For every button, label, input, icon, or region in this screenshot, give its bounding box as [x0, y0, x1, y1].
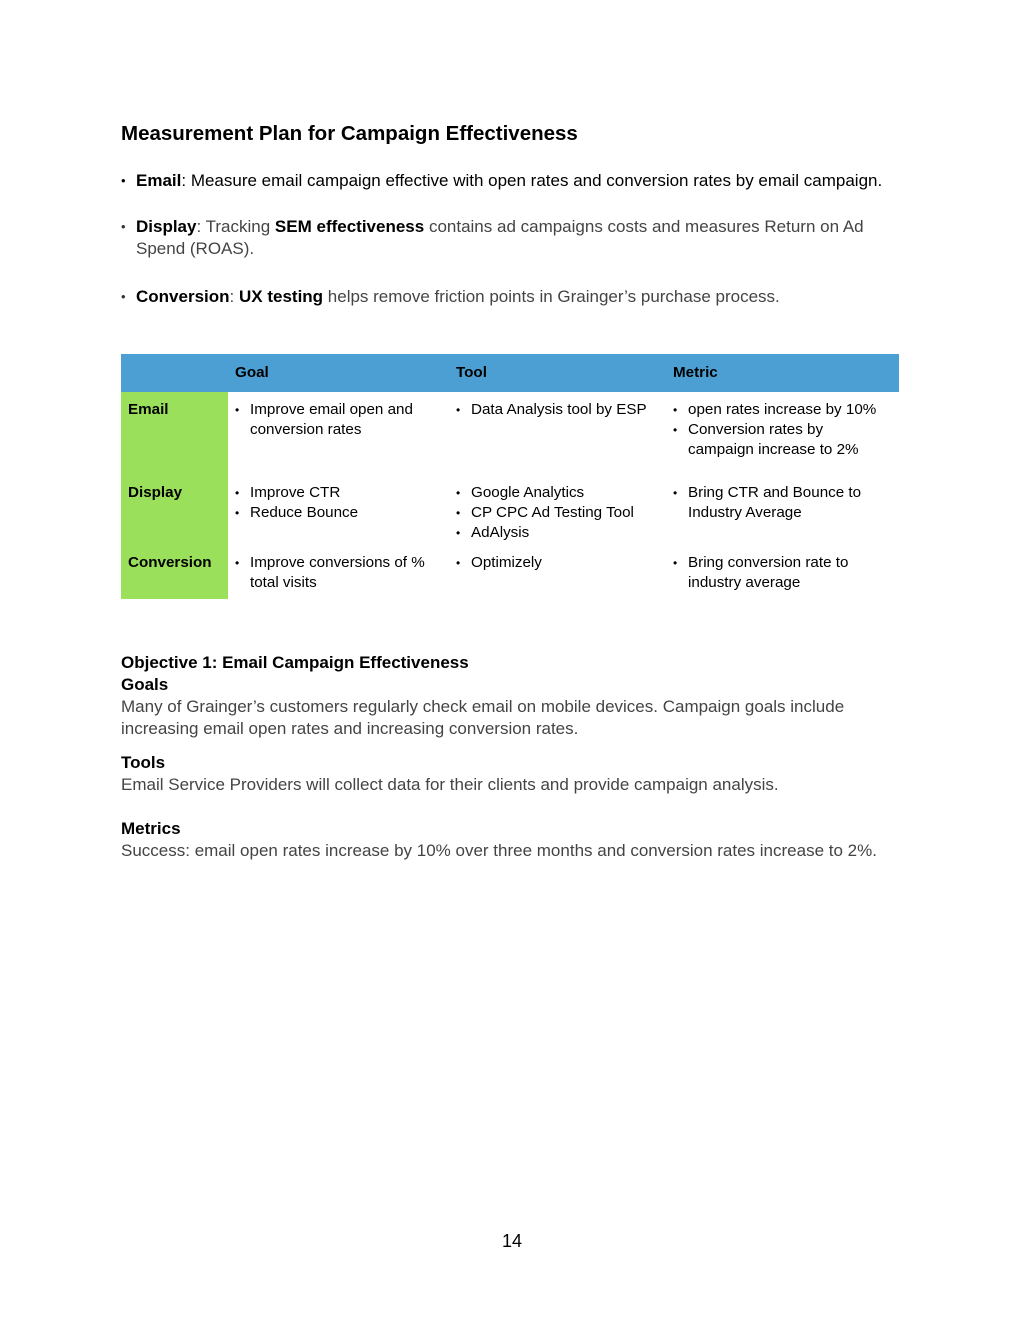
cell-tool — [449, 392, 666, 477]
table-row — [121, 477, 899, 547]
tools-heading: Tools — [121, 753, 166, 772]
bullet-conversion-label: Conversion — [136, 286, 230, 306]
list-item: • Improve conversions of % total visits — [235, 553, 443, 593]
table-row — [121, 392, 899, 477]
list-item: • AdAlysis — [456, 523, 660, 543]
list-item: • Improve email open and conversion rates — [235, 400, 443, 440]
cell-goal — [228, 392, 449, 477]
goals-section — [121, 674, 906, 740]
bullet-display-label: Display — [136, 216, 197, 236]
cell-metric — [666, 547, 899, 599]
cell-metric — [666, 392, 899, 477]
header-goal: Goal — [228, 354, 449, 392]
measurement-plan-table — [121, 354, 899, 599]
cell-goal — [228, 477, 449, 547]
list-item: • open rates increase by 10% — [673, 400, 893, 420]
bullet-email-label: Email — [136, 171, 182, 190]
header-metric: Metric — [666, 354, 899, 392]
bullet-display-sep: : — [196, 216, 202, 236]
bullet-display — [121, 216, 906, 261]
row-label-conversion: Conversion — [121, 547, 228, 599]
goals-text: Many of Grainger’s customers regularly check email on mobile devices. Campaign goals include increasing email open rates and increasing conversion rates. — [121, 697, 845, 738]
page-title: Measurement Plan for Campaign Effectiveness — [121, 122, 578, 145]
page-number: 14 — [501, 1231, 523, 1251]
header-blank — [121, 354, 228, 392]
list-item: • Data Analysis tool by ESP — [456, 400, 660, 420]
bullet-display-text2: contains ad campaigns costs and measures Return on Ad Spend (ROAS). — [136, 216, 864, 258]
bullet-email-sep: : — [181, 171, 187, 190]
cell-tool — [449, 547, 666, 599]
cell-metric — [666, 477, 899, 547]
list-item: • Google Analytics — [456, 483, 660, 503]
objective-section — [121, 652, 906, 862]
tools-text: Email Service Providers will collect data for their clients and provide campaign analysis. — [121, 775, 779, 794]
cell-goal — [228, 547, 449, 599]
summary-bullet-list — [121, 170, 906, 308]
bullet-display-text1: Tracking — [201, 216, 275, 236]
objective-heading: Objective 1: Email Campaign Effectiveness — [121, 653, 469, 672]
goals-heading: Goals — [121, 675, 169, 694]
bullet-display-bold: SEM effectiveness — [274, 216, 425, 236]
list-item: • Bring conversion rate to industry average — [673, 553, 893, 593]
metrics-heading: Metrics — [121, 819, 181, 838]
bullet-conversion-sep: : — [229, 286, 235, 306]
row-label-display: Display — [121, 477, 228, 547]
list-item: • Reduce Bounce — [235, 503, 443, 523]
list-item: • Conversion rates by campaign increase to 2% — [673, 420, 893, 460]
row-label-email: Email — [121, 392, 228, 477]
list-item: • Bring CTR and Bounce to Industry Average — [673, 483, 893, 523]
list-item: • Improve CTR — [235, 483, 443, 503]
bullet-conversion-text2: helps remove friction points in Grainger’s purchase process. — [323, 286, 780, 306]
metrics-text: Success: email open rates increase by 10% over three months and conversion rates increase to 2%. — [121, 841, 877, 860]
list-item: • Optimizely — [456, 553, 660, 573]
list-item: • CP CPC Ad Testing Tool — [456, 503, 660, 523]
metrics-section — [121, 818, 906, 862]
bullet-email — [121, 170, 906, 193]
bullet-email-text: Measure email campaign effective with open rates and conversion rates by email campaign. — [186, 171, 883, 190]
bullet-conversion — [121, 286, 906, 309]
table-header-row — [121, 354, 899, 392]
header-tool: Tool — [449, 354, 666, 392]
tools-section — [121, 752, 906, 796]
bullet-conversion-bold: UX testing — [239, 286, 324, 306]
cell-tool — [449, 477, 666, 547]
table-row — [121, 547, 899, 599]
